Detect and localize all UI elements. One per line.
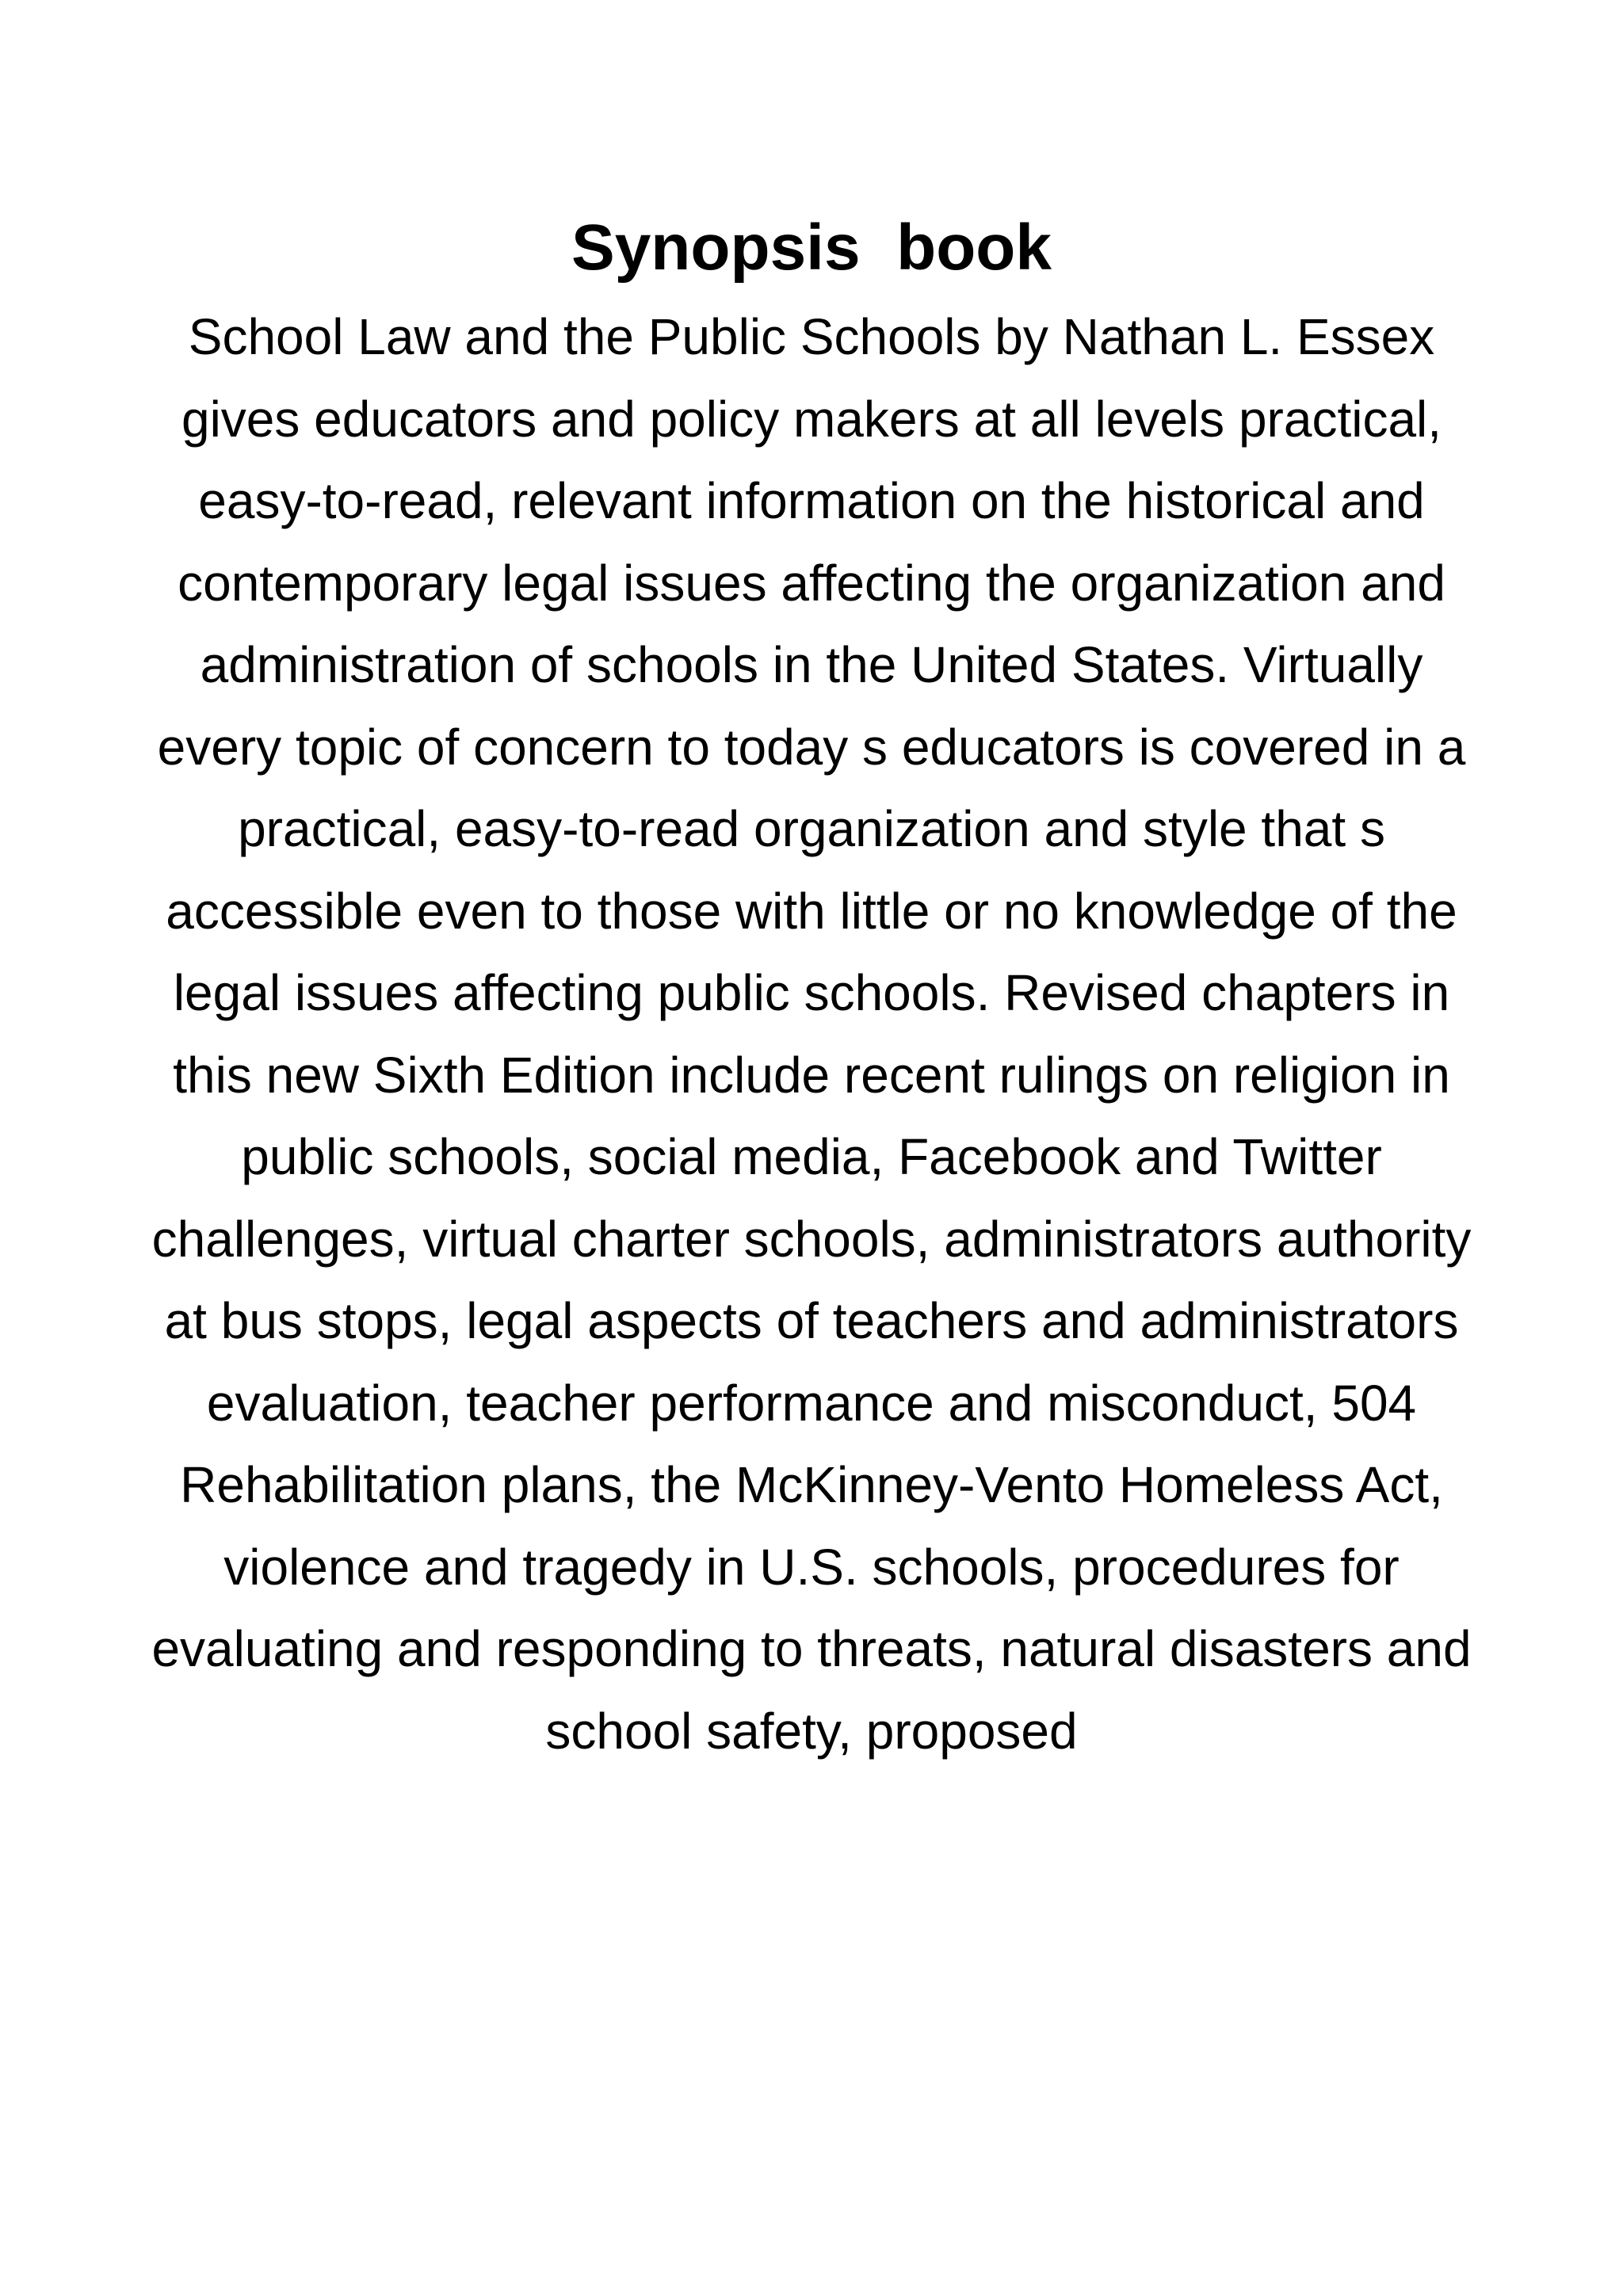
text-line: School Law and the Public Schools by Nathan L. Essex [188,308,1435,365]
text-line: evaluating and responding to threats, natural disasters and [151,1620,1472,1677]
text-line: contemporary legal issues affecting the organization and [178,554,1445,612]
text-line: evaluation, teacher performance and misconduct, 504 [206,1374,1417,1432]
text-line: easy-to-read, relevant information on the historical and [198,472,1425,529]
text-line: challenges, virtual charter schools, administrators authority [151,1210,1472,1268]
text-line: practical, easy-to-read organization and style that s [238,800,1385,857]
text-line: administration of schools in the United States. Virtually [200,636,1423,693]
text-line: this new Sixth Edition include recent rulings on religion in [173,1046,1450,1104]
text-line: school safety, proposed [545,1702,1078,1760]
synopsis-paragraph [0,296,1623,1772]
text-line: public schools, social media, Facebook and Twitter [241,1128,1382,1185]
text-line: legal issues affecting public schools. Revised chapters in [173,964,1450,1021]
text-line: every topic of concern to today s educators is covered in a [157,718,1466,776]
text-line: violence and tragedy in U.S. schools, procedures for [223,1538,1400,1596]
text-line: accessible even to those with little or no knowledge of the [166,882,1457,940]
document-title: Synopsis book [571,212,1052,284]
text-line: gives educators and policy makers at all levels practical, [181,390,1442,448]
text-line: Rehabilitation plans, the McKinney-Vento Homeless Act, [180,1456,1443,1513]
text-line: at bus stops, legal aspects of teachers and administrators [164,1292,1459,1349]
